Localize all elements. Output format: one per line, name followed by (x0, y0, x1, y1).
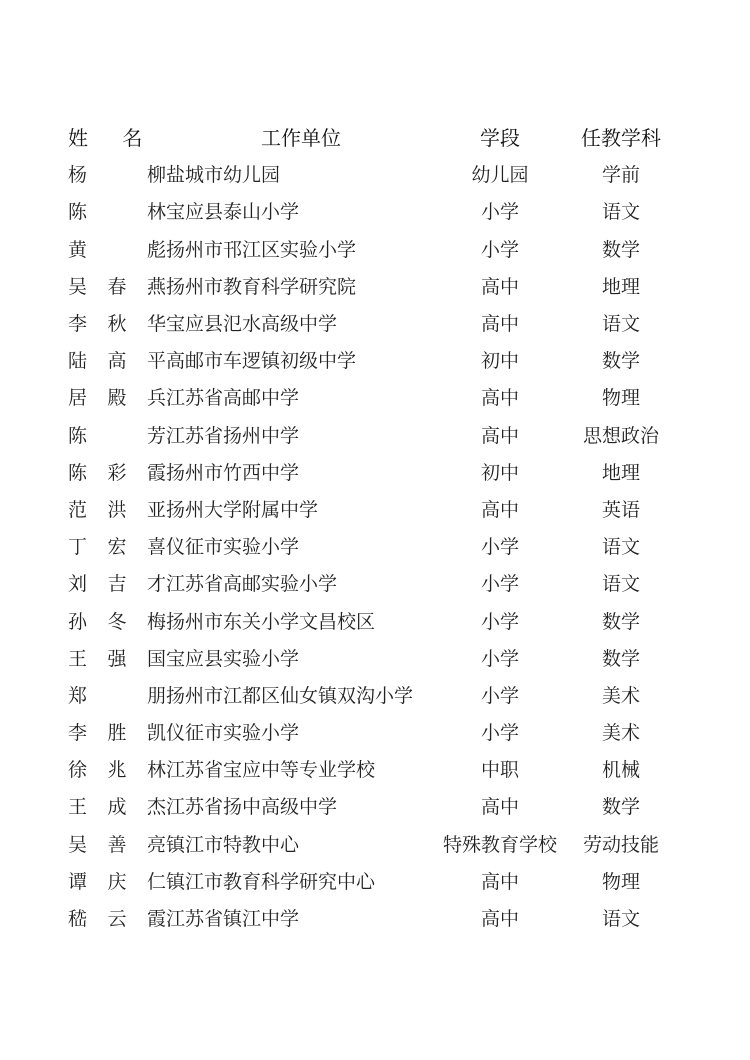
table-row (68, 713, 678, 750)
cell-stage: 小学 (480, 536, 519, 559)
cell-stage: 高中 (480, 870, 519, 893)
cell-name: 吴善亮 (68, 833, 166, 856)
cell-stage: 高中 (480, 387, 519, 410)
table-row (68, 750, 678, 787)
header-subject: 任教学科 (581, 126, 661, 151)
cell-unit: 江苏省宝应中等专业学校 (166, 759, 376, 782)
table-row (68, 899, 678, 936)
teacher-roster-table (68, 118, 678, 936)
cell-subject: 物理 (601, 870, 640, 893)
cell-unit: 扬州大学附属中学 (166, 498, 319, 521)
cell-stage: 高中 (480, 796, 519, 819)
table-header-row (68, 118, 678, 155)
cell-subject: 美术 (601, 684, 640, 707)
cell-unit: 扬州市教育科学研究院 (166, 275, 357, 298)
cell-stage: 小学 (480, 610, 519, 633)
cell-stage: 幼儿园 (471, 164, 529, 187)
table-row (68, 453, 678, 490)
cell-unit: 宝应县泰山小学 (166, 201, 300, 224)
cell-stage: 小学 (480, 647, 519, 670)
cell-subject: 数学 (601, 796, 640, 819)
cell-unit: 盐城市幼儿园 (166, 164, 281, 187)
cell-name: 陆高平 (68, 350, 166, 373)
cell-name: 吴春燕 (68, 275, 166, 298)
cell-stage: 高中 (480, 275, 519, 298)
cell-unit: 扬州市邗江区实验小学 (166, 238, 357, 261)
table-row (68, 639, 678, 676)
table-row (68, 490, 678, 527)
cell-stage: 小学 (480, 684, 519, 707)
cell-stage: 小学 (480, 573, 519, 596)
cell-subject: 数学 (601, 647, 640, 670)
cell-subject: 数学 (601, 350, 640, 373)
cell-name: 丁宏喜 (68, 536, 166, 559)
cell-name: 徐兆林 (68, 759, 166, 782)
cell-unit: 扬州市竹西中学 (166, 461, 300, 484)
cell-stage: 高中 (480, 313, 519, 336)
cell-subject: 语文 (601, 573, 640, 596)
table-row (68, 564, 678, 601)
table-row (68, 155, 678, 192)
cell-stage: 中职 (480, 759, 519, 782)
header-unit: 工作单位 (261, 126, 341, 151)
table-body (68, 155, 678, 936)
cell-subject: 美术 (601, 722, 640, 745)
cell-unit: 仪征市实验小学 (166, 722, 300, 745)
table-row (68, 862, 678, 899)
cell-unit: 宝应县实验小学 (166, 647, 300, 670)
cell-name: 孙冬梅 (68, 610, 166, 633)
cell-unit: 扬州市东关小学文昌校区 (166, 610, 376, 633)
cell-unit: 高邮市车逻镇初级中学 (166, 350, 357, 373)
cell-unit: 江苏省扬中高级中学 (166, 796, 338, 819)
cell-unit: 江苏省高邮中学 (166, 387, 300, 410)
cell-subject: 语文 (601, 201, 640, 224)
cell-unit: 镇江市教育科学研究中心 (166, 870, 376, 893)
table-row (68, 192, 678, 229)
cell-subject: 学前 (601, 164, 640, 187)
cell-subject: 语文 (601, 908, 640, 931)
cell-name: 李秋华 (68, 313, 166, 336)
table-row (68, 267, 678, 304)
cell-unit: 江苏省高邮实验小学 (166, 573, 338, 596)
table-row (68, 416, 678, 453)
cell-subject: 机械 (601, 759, 640, 782)
cell-stage: 小学 (480, 201, 519, 224)
cell-name: 李胜凯 (68, 722, 166, 745)
cell-name: 刘吉才 (68, 573, 166, 596)
cell-subject: 语文 (601, 313, 640, 336)
cell-subject: 劳动技能 (582, 833, 659, 856)
cell-subject: 语文 (601, 536, 640, 559)
cell-name: 陈 芳 (68, 424, 166, 447)
cell-subject: 数学 (601, 238, 640, 261)
cell-name: 陈 林 (68, 201, 166, 224)
cell-unit: 镇江市特教中心 (166, 833, 300, 856)
cell-subject: 地理 (601, 461, 640, 484)
cell-name: 王成杰 (68, 796, 166, 819)
cell-name: 谭庆仁 (68, 870, 166, 893)
cell-name: 嵇云霞 (68, 908, 166, 931)
cell-subject: 地理 (601, 275, 640, 298)
table-row (68, 230, 678, 267)
cell-stage: 初中 (480, 461, 519, 484)
table-row (68, 787, 678, 824)
cell-name: 居殿兵 (68, 387, 166, 410)
cell-name: 郑 朋 (68, 684, 166, 707)
table-row (68, 341, 678, 378)
cell-stage: 小学 (480, 722, 519, 745)
cell-stage: 高中 (480, 908, 519, 931)
table-row (68, 527, 678, 564)
cell-unit: 扬州市江都区仙女镇双沟小学 (166, 684, 414, 707)
cell-name: 王强国 (68, 647, 166, 670)
cell-subject: 英语 (601, 498, 640, 521)
cell-stage: 初中 (480, 350, 519, 373)
cell-unit: 江苏省扬州中学 (166, 424, 300, 447)
table-row (68, 601, 678, 638)
cell-name: 陈彩霞 (68, 461, 166, 484)
cell-stage: 高中 (480, 498, 519, 521)
header-stage: 学段 (480, 126, 520, 151)
header-name: 姓 名 (68, 126, 157, 151)
cell-subject: 物理 (601, 387, 640, 410)
table-row (68, 825, 678, 862)
table-row (68, 676, 678, 713)
cell-unit: 宝应县氾水高级中学 (166, 313, 338, 336)
cell-name: 杨 柳 (68, 164, 166, 187)
cell-stage: 高中 (480, 424, 519, 447)
table-row (68, 378, 678, 415)
cell-name: 范洪亚 (68, 498, 166, 521)
cell-stage: 小学 (480, 238, 519, 261)
cell-unit: 江苏省镇江中学 (166, 908, 300, 931)
cell-subject: 思想政治 (582, 424, 659, 447)
table-row (68, 304, 678, 341)
cell-unit: 仪征市实验小学 (166, 536, 300, 559)
cell-name: 黄 彪 (68, 238, 166, 261)
cell-subject: 数学 (601, 610, 640, 633)
cell-stage: 特殊教育学校 (442, 833, 557, 856)
